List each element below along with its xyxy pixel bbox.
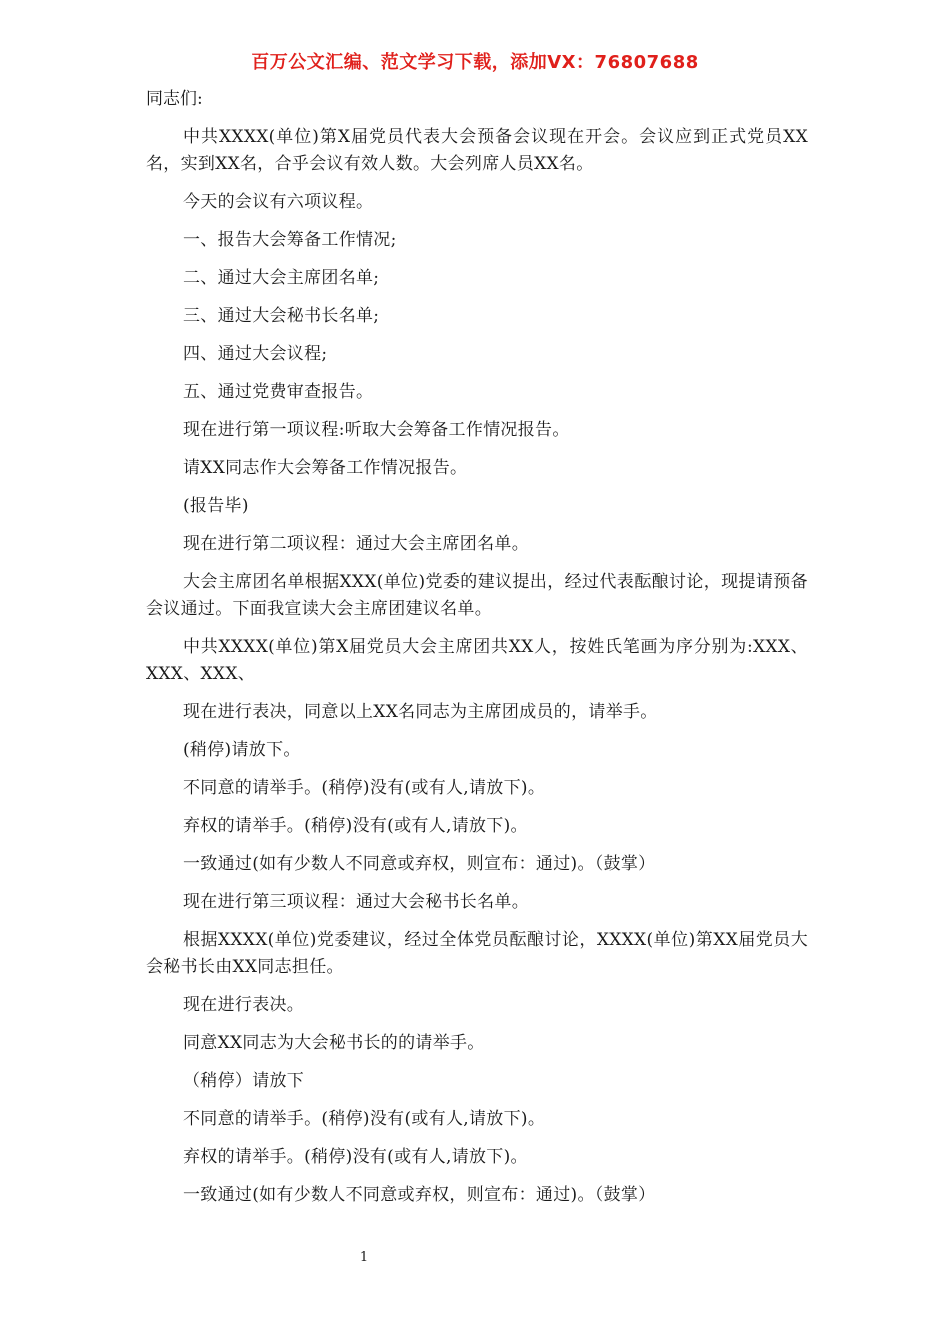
paragraph-13: 中共XXXX(单位)第X届党员大会主席团共XX人，按姓氏笔画为序分别为:XXX、XXX、XXX、 bbox=[146, 637, 808, 684]
paragraph-18: 一致通过(如有少数人不同意或弃权，则宣布：通过)。（鼓掌） bbox=[183, 854, 656, 874]
paragraph-20: 根据XXXX(单位)党委建议，经过全体党员酝酿讨论，XXXX(单位)第XX届党员大会秘书长由XX同志担任。 bbox=[146, 930, 808, 977]
agenda-item-4: 四、通过大会议程; bbox=[183, 344, 328, 364]
promo-banner: 百万公文汇编、范文学习下载，添加VX：76807688 bbox=[251, 52, 699, 73]
paragraph-21: 现在进行表决。 bbox=[183, 995, 305, 1015]
salutation: 同志们: bbox=[146, 89, 203, 109]
paragraph-9: 请XX同志作大会筹备工作情况报告。 bbox=[183, 458, 468, 478]
agenda-item-2: 二、通过大会主席团名单; bbox=[183, 268, 380, 288]
paragraph-26: 一致通过(如有少数人不同意或弃权，则宣布：通过)。（鼓掌） bbox=[183, 1185, 656, 1205]
paragraph-11: 现在进行第二项议程：通过大会主席团名单。 bbox=[183, 534, 529, 554]
paragraph-10: (报告毕) bbox=[183, 496, 249, 516]
agenda-item-3: 三、通过大会秘书长名单; bbox=[183, 306, 380, 326]
paragraph-14: 现在进行表决，同意以上XX名同志为主席团成员的，请举手。 bbox=[183, 702, 658, 722]
paragraph-8: 现在进行第一项议程:听取大会筹备工作情况报告。 bbox=[183, 420, 570, 440]
paragraph-16: 不同意的请举手。(稍停)没有(或有人,请放下)。 bbox=[183, 778, 546, 798]
paragraph-1: 中共XXXX(单位)第X届党员代表大会预备会议现在开会。会议应到正式党员XX名，实到XX名，合乎会议有效人数。大会列席人员XX名。 bbox=[146, 127, 808, 174]
document-body bbox=[146, 86, 808, 1220]
page-number: 1 bbox=[359, 1250, 369, 1265]
agenda-item-5: 五、通过党费审查报告。 bbox=[183, 382, 374, 402]
paragraph-12: 大会主席团名单根据XXX(单位)党委的建议提出，经过代表酝酿讨论，现提请预备会议通过。下面我宣读大会主席团建议名单。 bbox=[146, 572, 808, 619]
paragraph-23: （稍停）请放下 bbox=[183, 1071, 305, 1091]
paragraph-17: 弃权的请举手。(稍停)没有(或有人,请放下)。 bbox=[183, 816, 528, 836]
agenda-item-1: 一、报告大会筹备工作情况; bbox=[183, 230, 397, 250]
paragraph-19: 现在进行第三项议程：通过大会秘书长名单。 bbox=[183, 892, 529, 912]
paragraph-2: 今天的会议有六项议程。 bbox=[183, 192, 374, 212]
paragraph-22: 同意XX同志为大会秘书长的的请举手。 bbox=[183, 1033, 485, 1053]
paragraph-15: (稍停)请放下。 bbox=[183, 740, 301, 760]
paragraph-25: 弃权的请举手。(稍停)没有(或有人,请放下)。 bbox=[183, 1147, 528, 1167]
paragraph-24: 不同意的请举手。(稍停)没有(或有人,请放下)。 bbox=[183, 1109, 546, 1129]
